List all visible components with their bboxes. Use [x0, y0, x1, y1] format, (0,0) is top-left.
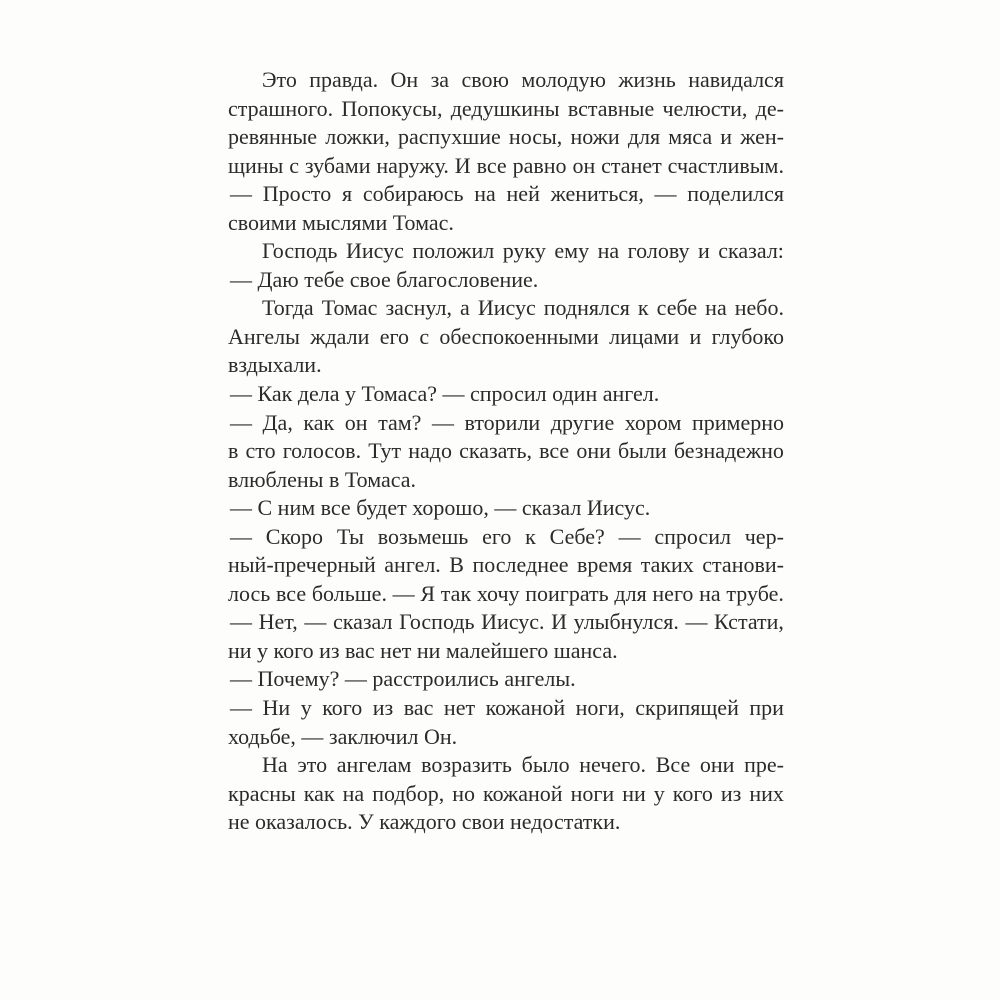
text-line: — Даю тебе свое благословение.: [230, 266, 539, 292]
text-line: На это ангелам возразить было нечего. Все они пре-: [262, 752, 784, 778]
text-line: вздыхали.: [228, 352, 322, 378]
text-line: Это правда. Он за свою молодую жизнь навидался: [262, 67, 784, 92]
text-line: ходьбе, — заключил Он.: [228, 723, 458, 749]
text-line: щины с зубами наружу. И все равно он станет счастливым.: [228, 152, 784, 178]
text-line: Господь Иисус положил руку ему на голову и сказал:: [262, 238, 784, 264]
text-line: в сто голосов. Тут надо сказать, все они были безнадежно: [228, 438, 784, 464]
text-line: — Просто я собираюсь на ней жениться, — поделился: [230, 181, 784, 207]
text-line: — Нет, — сказал Господь Иисус. И улыбнулся. — Кстати,: [230, 609, 784, 635]
text-line: ный-пречерный ангел. В последнее время таких станови-: [228, 552, 784, 578]
text-line: — Почему? — расстроились ангелы.: [230, 666, 576, 692]
text-line: — Да, как он там? — вторили другие хором примерно: [230, 409, 784, 435]
text-line: — С ним все будет хорошо, — сказал Иисус.: [230, 495, 651, 521]
text-line: ни у кого из вас нет ни малейшего шанса.: [228, 637, 618, 663]
text-line: Тогда Томас заснул, а Иисус поднялся к себе на небо.: [262, 295, 784, 321]
text-line: — Ни у кого из вас нет кожаной ноги, скрипящей при: [230, 695, 784, 721]
text-line: Ангелы ждали его с обеспокоенными лицами и глубоко: [228, 323, 784, 349]
text-line: своими мыслями Томас.: [228, 209, 454, 235]
page-text: [228, 66, 784, 837]
text-line: влюблены в Томаса.: [228, 466, 417, 492]
text-line: лось все больше. — Я так хочу поиграть для него на трубе.: [228, 580, 784, 606]
text-line: ревянные ложки, распухшие носы, ножи для мяса и жен-: [228, 124, 784, 150]
text-line: не оказалось. У каждого свои недостатки.: [228, 809, 621, 835]
text-line: — Скоро Ты возьмешь его к Себе? — спросил чер-: [230, 523, 784, 549]
text-line: страшного. Попокусы, дедушкины вставные челюсти, де-: [228, 95, 784, 121]
text-line: — Как дела у Томаса? — спросил один ангел.: [230, 381, 660, 407]
text-line: красны как на подбор, но кожаной ноги ни у кого из них: [228, 780, 784, 806]
